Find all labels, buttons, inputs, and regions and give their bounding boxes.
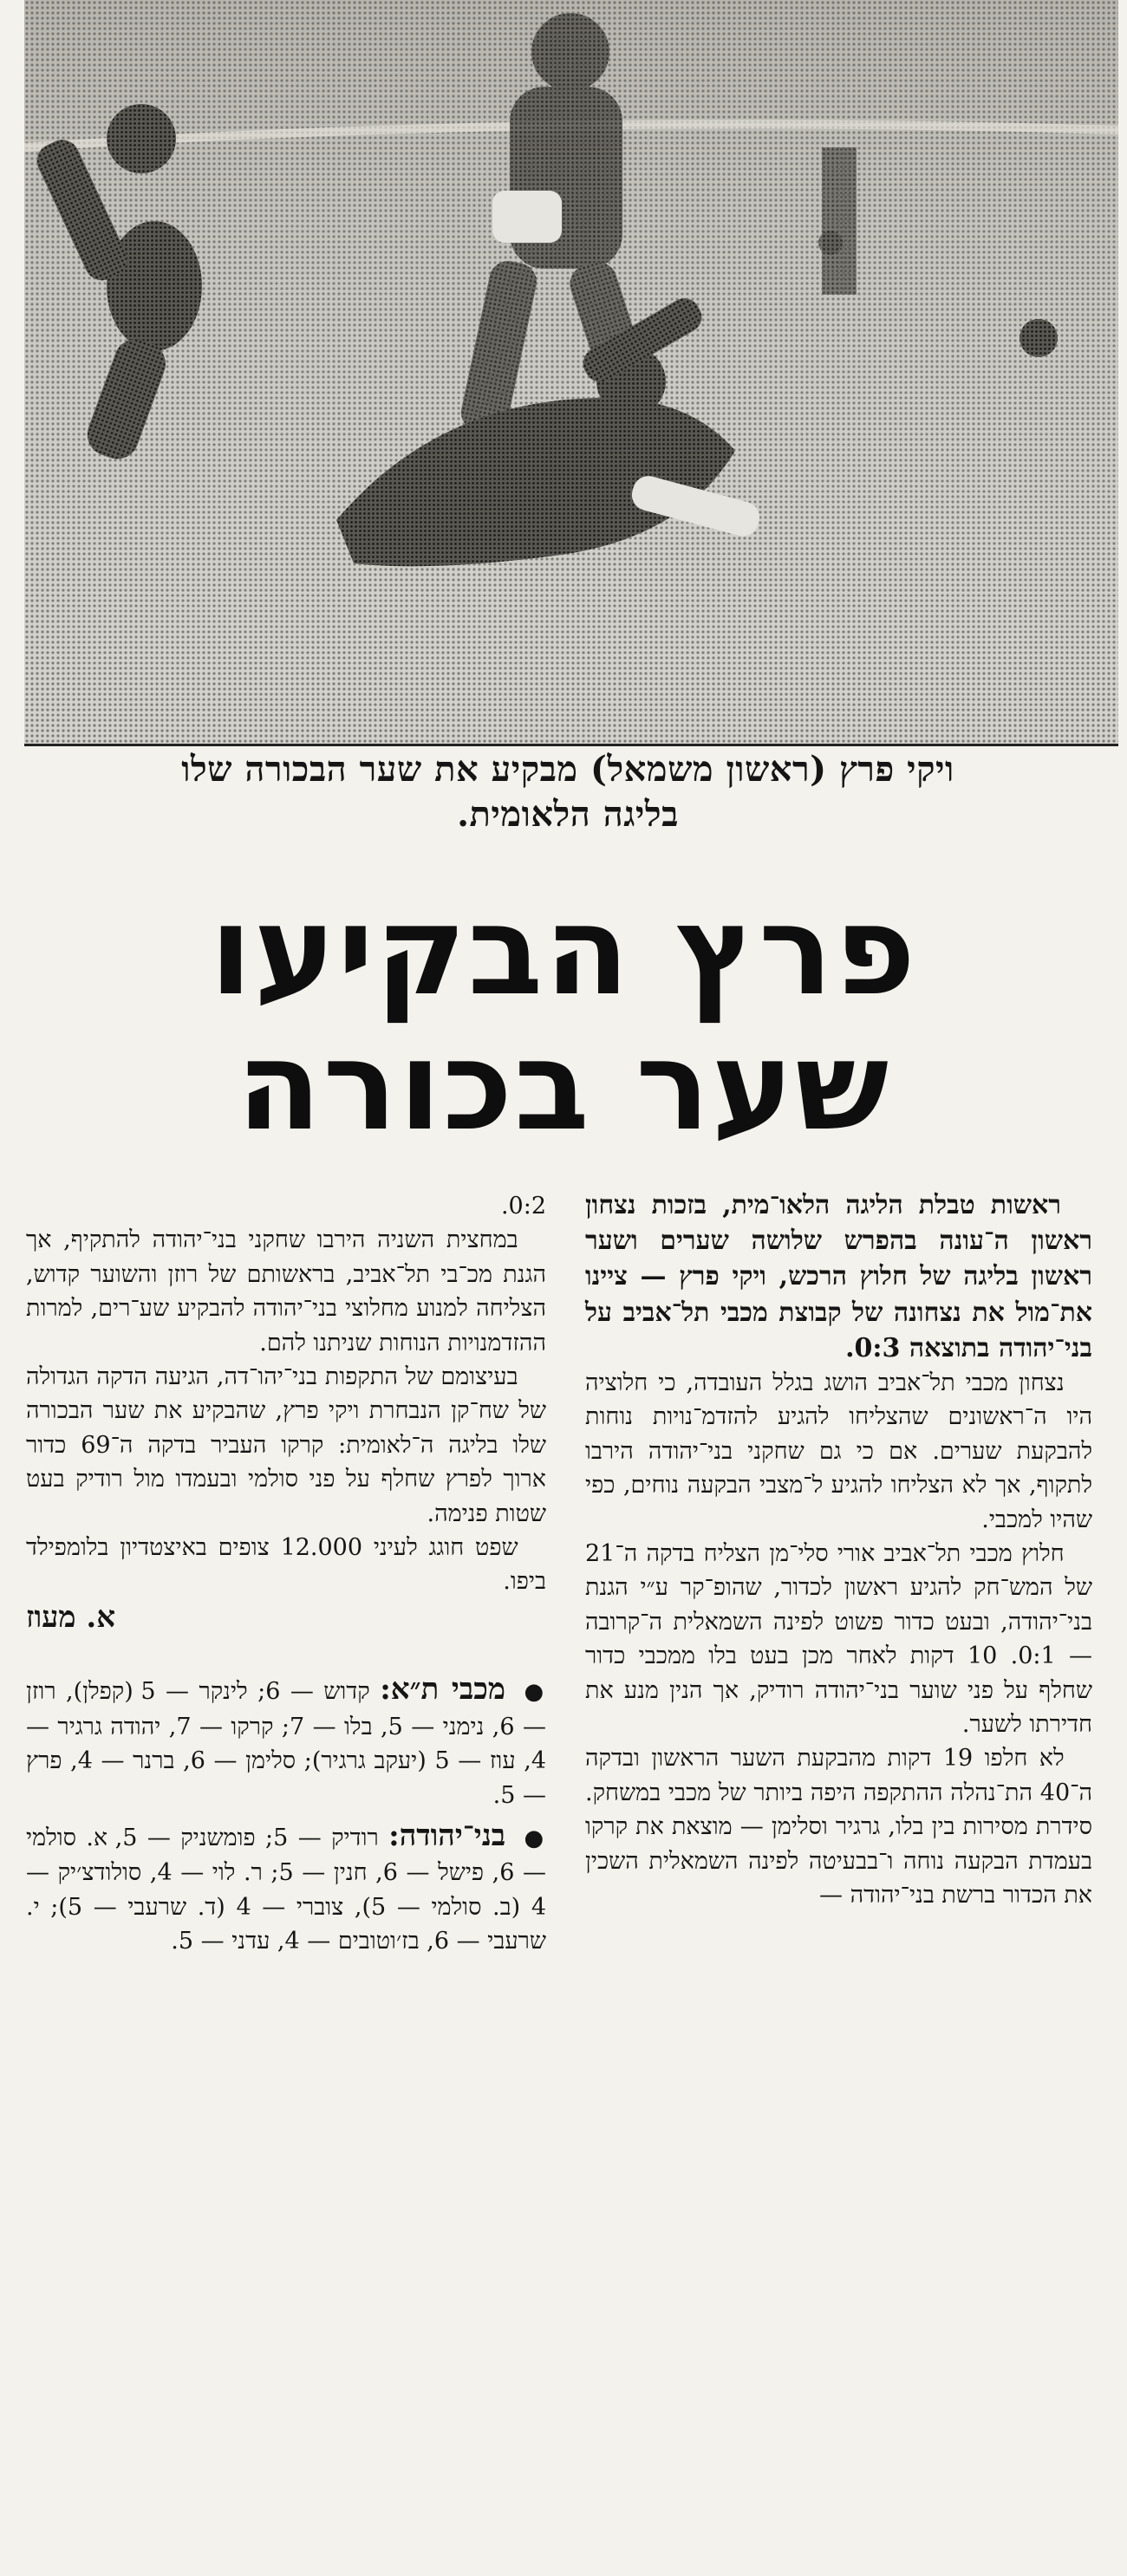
headline-line-2: שער בכורה: [236, 1015, 890, 1158]
bullet-icon: ●: [524, 1825, 546, 1851]
lineup-team-2: [26, 1819, 546, 1959]
caption-line-1: ויקי פרץ (ראשון משמאל) מבקיע את שער הבכורה שלו: [181, 749, 954, 790]
caption-line-2: בליגה הלאומית.: [457, 794, 679, 835]
lead-score: 0:3.: [845, 1332, 901, 1363]
article-column-left: [26, 1189, 546, 1959]
lineups: [26, 1673, 546, 1958]
football-photo: [24, 0, 1118, 746]
article-paragraph: במחצית השניה הירבו שחקני בני־יהודה להתקיף, אך הגנת מכ־בי תל־אביב, בראשותם של רוזן והשוער קדוש, הצליחה למנוע מחלוצי בני־יהודה להבקיע שע־רים, למרות ההזדמנויות הנוחות שניתנו להם.: [26, 1226, 546, 1356]
article-score-line: 0:2.: [500, 1193, 546, 1220]
photo-caption: [26, 747, 1110, 837]
bullet-icon: ●: [524, 1679, 547, 1706]
lineup-team-1: [26, 1673, 546, 1812]
author-signature: א. מעוז: [26, 1599, 116, 1635]
article-paragraph: בעיצומם של התקפות בני־יהו־דה, הגיעה הדקה הגדולה של שח־קן הנבחרת ויקי פרץ, שהבקיע את שער הבכורה שלו בליגה ה־לאומית: קרקו העביר בדקה ה־69 כדור ארוך לפרץ שחלף על פני סולמי ובעמדו מול רודיק בעט שטות פנימה.: [26, 1363, 546, 1527]
article-column-right: [585, 1187, 1092, 1913]
headline-line-1: פרץ הבקיעו: [209, 880, 918, 1023]
article-paragraph: לא חלפו 19 דקות מהבקעת השער הראשון ובדקה ה־40 הת־נהלה ההתקפה היפה ביותר של מכבי במשחק. סידרת מסירות בין בלו, גרגיר וסלימן — מוצאת את קרקו בעמדת הבקעה נוחה ו־בבעיטה לפינה השמאלית השכין את הכדור ברשת בני־יהודה —: [585, 1745, 1092, 1909]
article-paragraph: חלוץ מכבי תל־אביב אורי סלי־מן הצליח בדקה ה־21 של המש־חק להגיע ראשון לכדור, שהופ־קר ע״י הגנת בני־יהודה, ובעט כדור פשוט לפינה השמאלית ה־קרובה — 0:1. 10 דקות לאחר מכן בעט בלו ממכבי כדור שחלף על פני שוער בני־יהודה רודיק, אך הנין מנע את חדירתו לשער.: [585, 1540, 1092, 1739]
headline: [26, 880, 1101, 1158]
lead-text: ראשות טבלת הליגה הלאו־מית, בזכות נצחון ראשון ה־עונה בהפרש שלושה שערים ושער ראשון בליגה של חלוץ הרכש, ויקי פרץ — ציינו את־מול את נצחונה של קבוצת מכבי תל־אביב על בני־יהודה בתוצאה: [585, 1190, 1092, 1363]
team-2-name: בני־יהודה:: [388, 1818, 506, 1853]
article-paragraph: נצחון מכבי תל־אביב הושג בגלל העובדה, כי חלוציה היו ה־ראשונים שהצליחו להגיע להזדמ־נויות נוחות להבקעת שערים. אם כי גם שחקני בני־יהודה הירבו לתקוף, אך לא הצליחו להגיע ל־מצבי הבקעה נוחים, כפי שהיו למכבי.: [585, 1369, 1092, 1533]
article-lead: [585, 1187, 1092, 1366]
halftone-photo-image: [24, 0, 1118, 744]
team-1-name: מכבי ת״א:: [380, 1672, 506, 1708]
article-paragraph: שפט חוגג לעיני 12.000 צופים באיצטדיון בלומפילד ביפו.: [26, 1534, 546, 1596]
team-1-players: קדוש — 6; לינקר — 5 (קפלן), רוזן — 6, נימני — 5, בלו — 7; קרקו — 7, יהודה גרגיר — 4, עוז — 5 (יעקב גרגיר); סלימן — 6, ברנר — 4, פרץ — 5.: [26, 1678, 547, 1809]
team-2-players: רודיק — 5; פומשניק — 5, א. סולמי — 6, פישל — 6, חנין — 5; ר. לוי — 4, סולודצ׳יק — 4 (ב. סולמי — 5), צוברי — 4 (ד. שרעבי — 5); י. שרעבי — 6, בז׳וטובים — 4, עדני — 5.: [26, 1824, 546, 1955]
